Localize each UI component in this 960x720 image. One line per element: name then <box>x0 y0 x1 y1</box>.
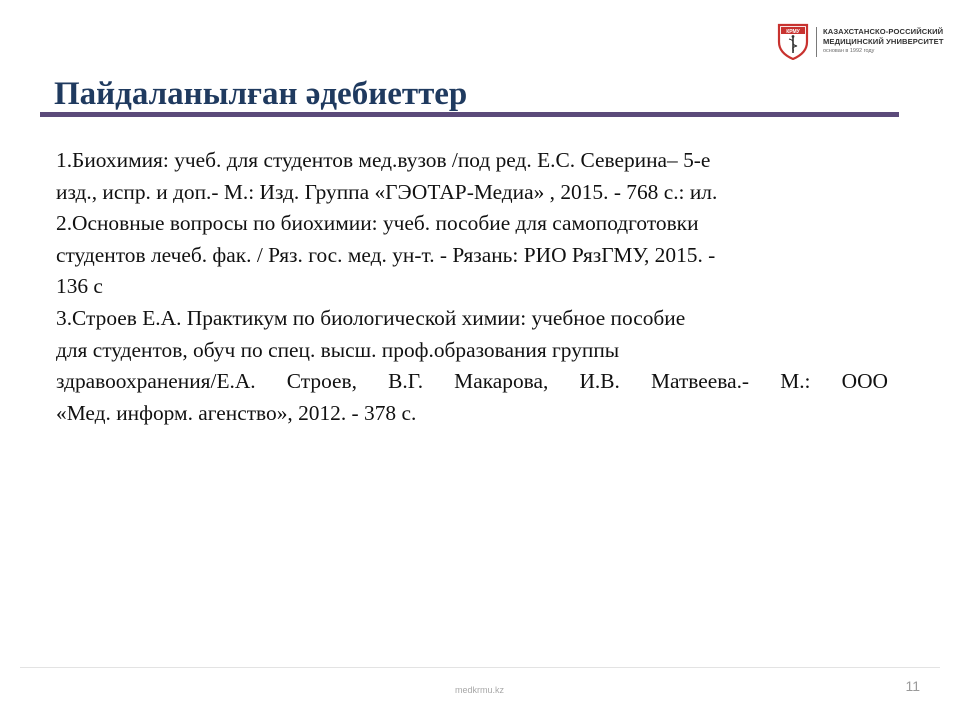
reference-line: 2.Основные вопросы по биохимии: учеб. пособие для самоподготовки <box>56 211 699 236</box>
reference-line: здравоохранения/Е.А. Строев, В.Г. Макарова, И.В. Матвеева.- М.: ООО <box>56 369 888 394</box>
footer-website: medkrmu.kz <box>455 685 505 695</box>
reference-line: 136 с <box>56 274 103 299</box>
logo-founded-note: основан в 1992 году <box>823 48 875 54</box>
logo-divider <box>816 27 817 57</box>
reference-line: 1.Биохимия: учеб. для студентов мед.вузов /под ред. Е.С. Северина– 5-е <box>56 148 711 172</box>
reference-line: студентов лечеб. фак. / Ряз. гос. мед. ун-т. - Рязань: РИО РязГМУ, 2015. - <box>56 242 716 267</box>
logo-text <box>823 27 948 56</box>
reference-item-2 <box>56 208 906 303</box>
svg-text:КРМУ: КРМУ <box>786 29 800 35</box>
references-list <box>56 145 906 429</box>
reference-line: «Мед. информ. агенство», 2012. - 378 с. <box>56 400 417 425</box>
reference-item-1 <box>56 145 906 208</box>
university-shield-icon <box>776 22 810 60</box>
university-logo <box>776 22 946 64</box>
reference-line: для студентов, обуч по спец. высш. проф.образования группы <box>56 337 620 362</box>
logo-university-name-line1: КАЗАХСТАНСКО-РОССИЙСКИЙ <box>823 27 944 36</box>
title-underline-bar <box>40 112 899 117</box>
reference-line: изд., испр. и доп.- М.: Изд. Группа «ГЭОТАР-Медиа» , 2015. - 768 с.: ил. <box>56 179 718 204</box>
reference-line: 3.Строев Е.А. Практикум по биологической химии: учебное пособие <box>56 305 686 330</box>
slide-title: Пайдаланылған әдебиеттер <box>54 76 468 112</box>
logo-university-name-line2: МЕДИЦИНСКИЙ УНИВЕРСИТЕТ <box>823 37 944 46</box>
reference-item-3 <box>56 303 906 429</box>
footer-divider <box>20 667 940 668</box>
page-number: 11 <box>905 678 920 694</box>
